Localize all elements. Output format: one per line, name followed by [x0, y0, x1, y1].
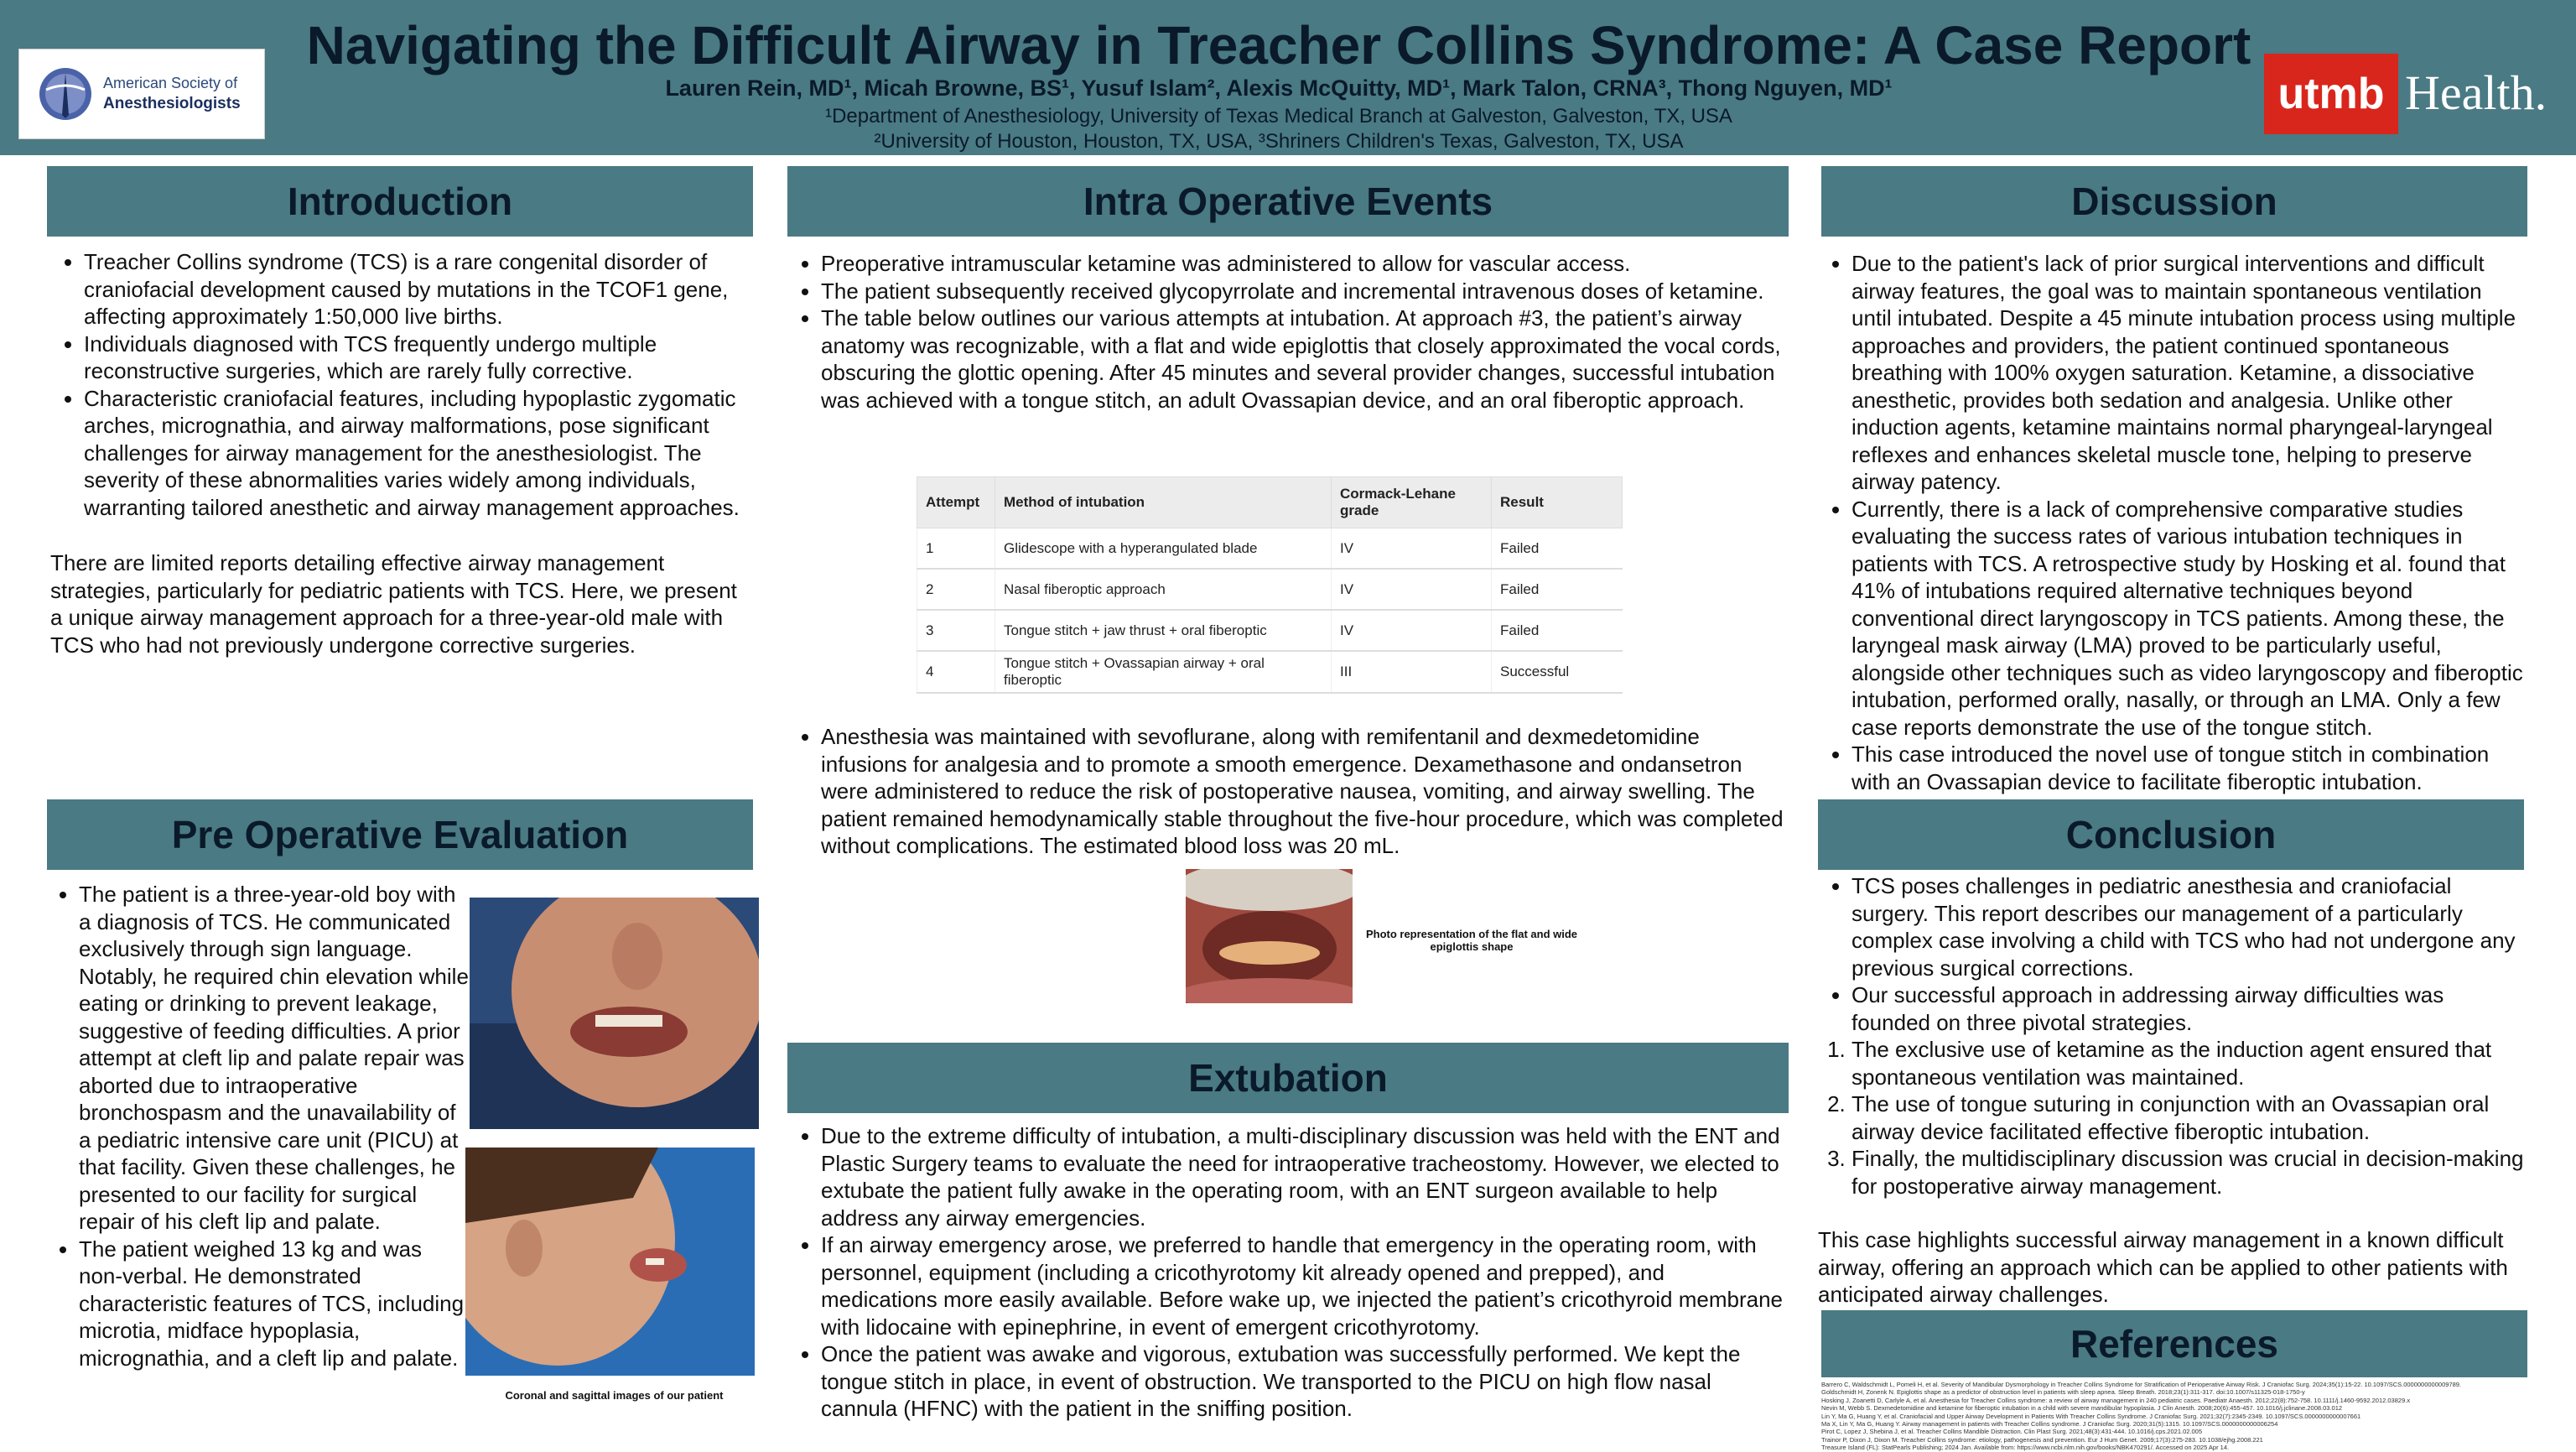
- list-item: • Our successful approach in addressing airway difficulties was founded on three pivotal strategies.: [1852, 981, 2527, 1036]
- reference-item: Treasure Island (FL): StatPearls Publishing; 2024 Jan. Available from: https://www.ncbi.nlm.nih.gov/books/NBK470291/. Accessed on 2025 Apr 14.: [1821, 1444, 2230, 1452]
- reference-item: Nevin M, Webb S. Dexmedetomidine and ketamine for fiberoptic intubation in a child with severe mandibular hypoplasia. J Clin Anesth. 2008;20(6):455-457. 10.1016/j.jclinane.2008.03.012: [1821, 1404, 2343, 1413]
- list-item: • Anesthesia was maintained with sevoflurane, along with remifentanil and dexmedetomidine infusions for analgesia and to promote a smooth emergence. Dexamethasone and ondansetron were administered to reduce the risk of postoperative nausea, vomiting, and airway swelling. The patient remained hemodynamically stable throughout the five-hour procedure, which was completed without complications. The estimated blood loss was 20 mL.: [821, 723, 1785, 860]
- poster-title: Navigating the Difficult Airway in Treacher Collins Syndrome: A Case Report: [306, 15, 2251, 75]
- conclusion-numbered-list: [1818, 1036, 2527, 1200]
- table-cell: III: [1332, 651, 1492, 693]
- discussion-heading: Discussion: [1821, 166, 2527, 237]
- preop-photo-caption: Coronal and sagittal images of our patient: [505, 1389, 724, 1402]
- discussion-list: [1818, 250, 2527, 795]
- table-cell: Tongue stitch + jaw thrust + oral fiberoptic: [995, 610, 1332, 651]
- list-item: • Individuals diagnosed with TCS frequently undergo multiple reconstructive surgeries, which are rarely fully corrective.: [84, 330, 746, 385]
- reference-item: Goldschmidt H, Zonenk N. Epiglottis shape as a predictor of obstruction level in patients with sleep apnea. Sleep Breath. 2018;23(1):311-317. doi:10.1007/s11325-018-1750-y: [1821, 1388, 2305, 1397]
- list-item: • Preoperative intramuscular ketamine was administered to allow for vascular access.: [821, 250, 1785, 278]
- conclusion-paragraph: This case highlights successful airway management in a known difficult airway, offering an approach which can be applied to other patients with anticipated airway challenges.: [1818, 1227, 2508, 1307]
- list-item: • Currently, there is a lack of comprehensive comparative studies evaluating the success rates of various intubation techniques in patients with TCS. A retrospective study by Hosking et al. found that 41% of intubations required alternative techniques beyond conventional direct laryngoscopy in TCS patients. Among these, the laryngeal mask airway (LMA) proved to be particularly useful, alongside other techniques such as video laryngoscopy and fiberoptic intubation, performed orally, nasally, or through an LMA. Only a few case reports demonstrate the use of the tongue stitch.: [1852, 496, 2527, 742]
- table-cell: IV: [1332, 569, 1492, 610]
- intraop-body: [787, 250, 1785, 414]
- table-header-row: [917, 477, 1623, 528]
- table-row: [917, 569, 1623, 610]
- introduction-heading: Introduction: [47, 166, 753, 237]
- list-item: • Characteristic craniofacial features, including hypoplastic zygomatic arches, micrognathia, and airway malformations, pose significant challenges for airway management for the anesthesiologist. The severity of these abnormalities varies widely among individuals, warranting tailored anesthetic and airway management approaches.: [84, 385, 746, 522]
- extubation-list: [787, 1122, 1785, 1423]
- reference-item: Pirot C, Lopez J, Shebina J, et al. Treacher Collins Mandible Distraction. Clin Plast Surg. 2021;48(3):431-444. 10.1016/j.cps.2021.02.005: [1821, 1428, 2203, 1436]
- affiliation-1: ¹Department of Anesthesiology, University of Texas Medical Branch at Galveston, Galveston, TX, USA: [825, 105, 1732, 128]
- list-item: • The patient weighed 13 kg and was non-verbal. He demonstrated characteristic features of TCS, including microtia, midface hypoplasia, micrognathia, and a cleft lip and palate.: [79, 1236, 471, 1372]
- table-header: Attempt: [917, 477, 995, 528]
- list-item: • TCS poses challenges in pediatric anesthesia and craniofacial surgery. This report describes our management of a particularly complex case involving a child with TCS who had not undergone any previous surgical corrections.: [1852, 872, 2527, 981]
- introduction-paragraph: There are limited reports detailing effective airway management strategies, particularly for pediatric patients with TCS. Here, we present a unique airway management approach for a three-year-old male with TCS who had not previously undergone corrective surgeries.: [50, 550, 737, 658]
- table-cell: Failed: [1492, 528, 1623, 570]
- table-cell: Successful: [1492, 651, 1623, 693]
- epiglottis-photo: [1186, 869, 1353, 1003]
- conclusion-list: [1818, 872, 2527, 1036]
- list-item: 2. The use of tongue suturing in conjunction with an Ovassapian oral airway device facilitated effective fiberoptic intubation.: [1852, 1090, 2527, 1145]
- reference-item: Barrero C, Waldschmidt L, Pomeli H, et al. Severity of Mandibular Dysmorphology in Treacher Collins Syndrome for Stratification of Perioperative Airway Risk. J Craniofac Surg. 2024;35(1):15-22. 10.1097/SCS.0000000000009789.: [1821, 1381, 2462, 1388]
- reference-item: Ma X, Lin Y, Ma G, Huang Y. Airway management in patients with Treacher Collins syndrome. J Craniofac Surg. 2020;31(5):1315. 10.1097/SCS.0000000000006254: [1821, 1420, 2278, 1429]
- references-heading: References: [1821, 1310, 2527, 1377]
- reference-item: Trainor P, Dixon J, Dixon M. Treacher Collins syndrome: etiology, pathogenesis and prevention. Eur J Hum Genet. 2009;17(3):275-283. 10.1038/ejhg.2008.221: [1821, 1435, 2263, 1444]
- list-item: 1. The exclusive use of ketamine as the induction agent ensured that spontaneous ventilation was maintained.: [1852, 1036, 2527, 1090]
- epiglottis-photo-caption: Photo representation of the flat and wide epiglottis shape: [1365, 928, 1578, 953]
- table-cell: 1: [917, 528, 995, 570]
- intraop-list: [787, 250, 1785, 414]
- references-list: [1821, 1381, 2526, 1452]
- table-cell: Failed: [1492, 569, 1623, 610]
- table-cell: 3: [917, 610, 995, 651]
- preop-heading: Pre Operative Evaluation: [47, 799, 753, 870]
- asa-logo-line2: Anesthesiologists: [103, 95, 241, 112]
- utmb-logo-text: Health.: [2405, 65, 2547, 120]
- introduction-body: [50, 248, 746, 658]
- authors: Lauren Rein, MD¹, Micah Browne, BS¹, Yusuf Islam², Alexis McQuitty, MD¹, Mark Talon, CRNA³, Thong Nguyen, MD¹: [665, 75, 1893, 101]
- affiliation-2: ²University of Houston, Houston, TX, USA, ³Shriners Children's Texas, Galveston, TX, USA: [874, 130, 1684, 153]
- table-header: Result: [1492, 477, 1623, 528]
- list-item: • The table below outlines our various attempts at intubation. At approach #3, the patient’s airway anatomy was recognizable, with a flat and wide epiglottis that closely approximated the vocal cords, obscuring the glottic opening. After 45 minutes and several provider changes, successful intubation was achieved with a tongue stitch, an adult Ovassapian device, and an oral fiberoptic approach.: [821, 304, 1785, 414]
- list-item: • Due to the patient's lack of prior surgical interventions and difficult airway features, the goal was to maintain spontaneous ventilation until intubated. Despite a 45 minute intubation process using multiple approaches and providers, the patient continued spontaneous breathing with 100% oxygen saturation. Ketamine, a dissociative anesthetic, provides both sedation and analgesia. Unlike other induction agents, ketamine maintains normal pharyngeal-laryngeal reflexes and enhances skeletal muscle tone, helping to preserve airway patency.: [1852, 250, 2527, 496]
- table-row: [917, 651, 1623, 693]
- table-row: [917, 528, 1623, 570]
- asa-logo: [18, 49, 265, 139]
- asa-logo-line1: American Society of: [103, 75, 238, 91]
- table-cell: Tongue stitch + Ovassapian airway + oral fiberoptic: [995, 651, 1332, 693]
- intraop-body-after: [787, 723, 1785, 860]
- table-cell: IV: [1332, 528, 1492, 570]
- list-item: • The patient is a three-year-old boy with a diagnosis of TCS. He communicated exclusively through sign language. Notably, he required chin elevation while eating or drinking to prevent leakage, suggestive of feeding difficulties. A prior attempt at cleft lip and palate repair was aborted due to intraoperative bronchospasm and the unavailability of a pediatric intensive care unit (PICU) at that facility. Given these challenges, he presented to our facility for surgical repair of his cleft lip and palate.: [79, 881, 471, 1236]
- table-cell: 2: [917, 569, 995, 610]
- table-cell: 4: [917, 651, 995, 693]
- table-header: Method of intubation: [995, 477, 1332, 528]
- list-item: • This case introduced the novel use of tongue stitch in combination with an Ovassapian device to facilitate fiberoptic intubation.: [1852, 741, 2527, 795]
- extubation-body: [787, 1122, 1785, 1423]
- extubation-heading: Extubation: [787, 1043, 1789, 1113]
- preop-list: [45, 881, 471, 1371]
- intraop-heading: Intra Operative Events: [787, 166, 1789, 237]
- reference-item: Hosking J, Zoanetti D, Carlyle A, et al. Anesthesia for Treacher Collins syndrome: a review of airway management in 240 pediatric cases. Paediatr Anaesth. 2012;22(8):752-758. 10.1111/j.1460-9592.2012.03829.x: [1821, 1396, 2411, 1404]
- conclusion-body: [1818, 872, 2527, 1309]
- list-item: • If an airway emergency arose, we preferred to handle that emergency in the operating room, with personnel, equipment (including a cricothyrotomy kit already opened and prepped), and medications more easily available. Before wake up, we injected the patient’s cricothyroid membrane with lidocaine with epinephrine, in event of emergent cricothyrotomy.: [821, 1231, 1785, 1340]
- preop-body: [45, 881, 471, 1371]
- patient-coronal-photo: [470, 898, 759, 1129]
- utmb-logo-box: utmb: [2264, 54, 2398, 134]
- patient-sagittal-photo: [465, 1148, 755, 1376]
- table-cell: Failed: [1492, 610, 1623, 651]
- table-header: Cormack-Lehane grade: [1332, 477, 1492, 528]
- intraop-list-after: [787, 723, 1785, 860]
- list-item: 3. Finally, the multidisciplinary discussion was crucial in decision-making for postoperative airway management.: [1852, 1145, 2527, 1200]
- table-cell: Glidescope with a hyperangulated blade: [995, 528, 1332, 570]
- table-cell: IV: [1332, 610, 1492, 651]
- intubation-table: [917, 476, 1623, 694]
- discussion-body: [1818, 250, 2527, 795]
- list-item: • Due to the extreme difficulty of intubation, a multi-disciplinary discussion was held with the ENT and Plastic Surgery teams to evaluate the need for intraoperative tracheostomy. However, we elected to extubate the patient fully awake in the operating room, with an ENT surgeon available to help address any airway emergencies.: [821, 1122, 1785, 1231]
- reference-item: Lin Y, Ma G, Huang Y, et al. Craniofacial and Upper Airway Development in Patients With Treacher Collins Syndrome. J Craniofac Surg. 2021;32(7):2345-2349. 10.1097/SCS.0000000000007661: [1821, 1412, 2361, 1420]
- table-cell: Nasal fiberoptic approach: [995, 569, 1332, 610]
- list-item: • Treacher Collins syndrome (TCS) is a rare congenital disorder of craniofacial development caused by mutations in the TCOF1 gene, affecting approximately 1:50,000 live births.: [84, 248, 746, 330]
- introduction-list: [50, 248, 746, 521]
- utmb-health-logo: [2264, 54, 2554, 134]
- conclusion-heading: Conclusion: [1818, 799, 2524, 870]
- list-item: • The patient subsequently received glycopyrrolate and incremental intravenous doses of ketamine.: [821, 278, 1785, 305]
- asa-emblem-icon: [38, 66, 93, 122]
- table-row: [917, 610, 1623, 651]
- list-item: • Once the patient was awake and vigorous, extubation was successfully performed. We kept the tongue stitch in place, in event of obstruction. We transported to the PICU on high flow nasal cannula (HFNC) with the patient in the sniffing position.: [821, 1340, 1785, 1423]
